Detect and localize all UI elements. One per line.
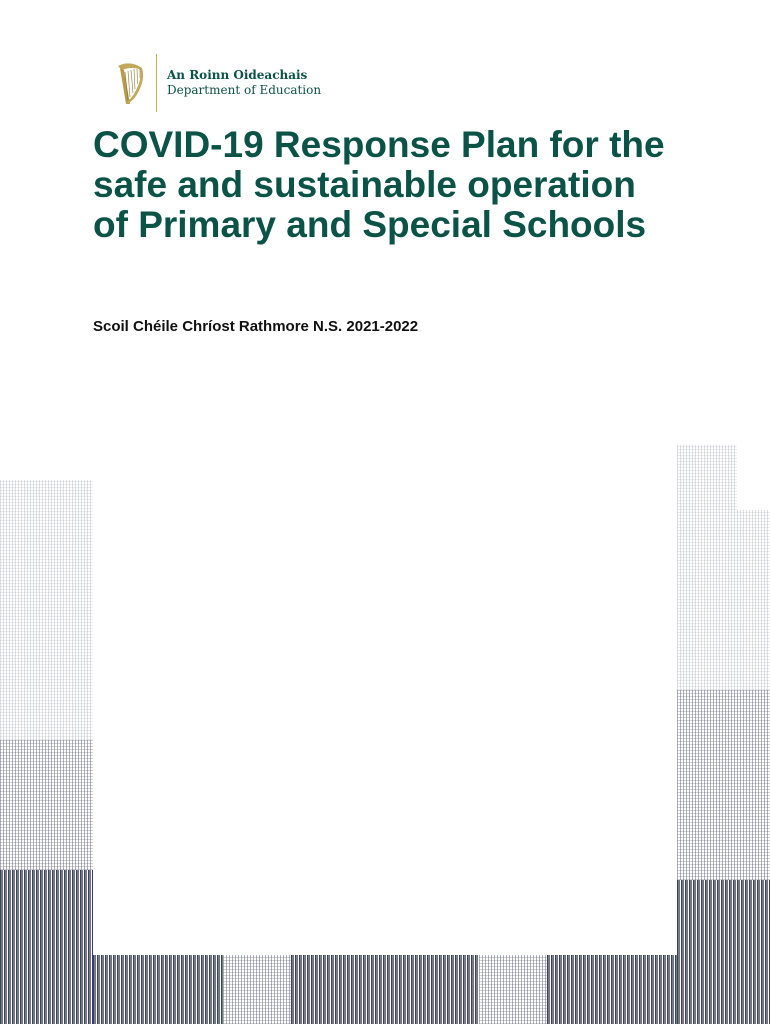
- harp-icon: [112, 60, 148, 108]
- document-subtitle: Scoil Chéile Chríost Rathmore N.S. 2021-2022: [93, 318, 419, 335]
- logo-divider: [156, 54, 157, 112]
- department-name-irish: An Roinn Oideachais: [167, 68, 308, 82]
- department-logo: [108, 54, 328, 114]
- department-name-english: Department of Education: [167, 83, 322, 97]
- document-title: COVID-19 Response Plan for the safe and sustainable operation of Primary and Special Schools: [93, 124, 665, 245]
